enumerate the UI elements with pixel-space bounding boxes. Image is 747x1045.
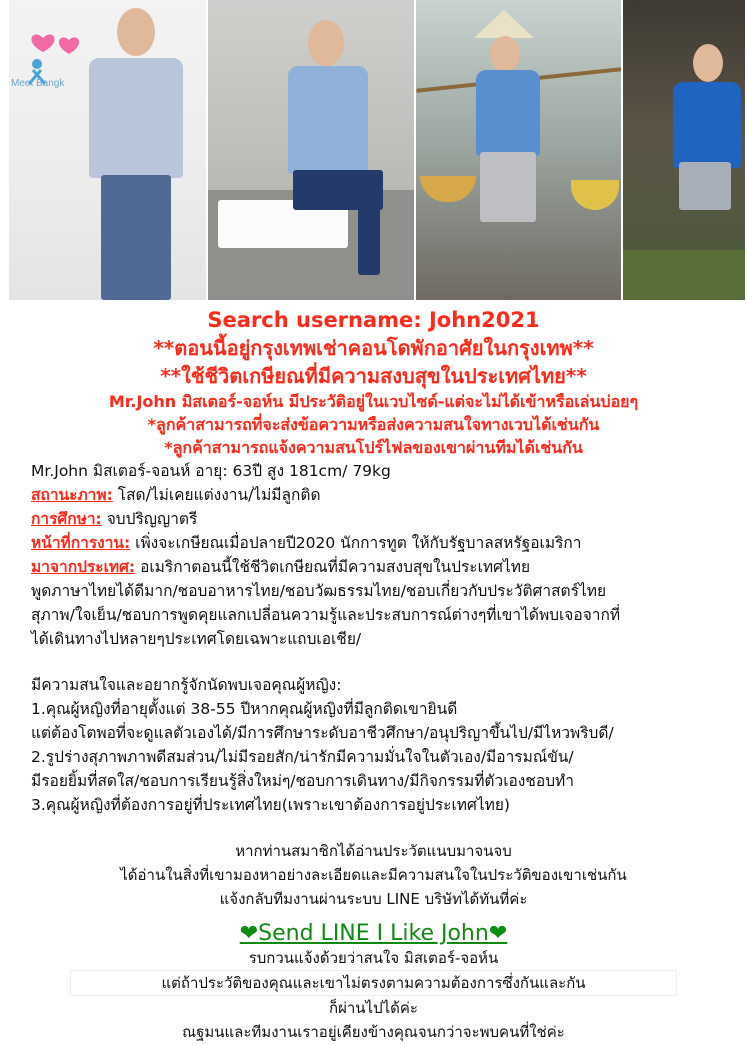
work-value: เพิ่งจะเกษียณเมื่อปลายปี2020 นักการทูต ให้กับรัฐบาลสหรัฐอเมริกา — [130, 534, 582, 552]
profile-details — [0, 459, 747, 817]
origin-row — [31, 555, 747, 579]
send-line-link[interactable] — [240, 921, 508, 946]
education-value: จบปริญญาตรี — [101, 510, 198, 528]
education-label: การศึกษา: — [31, 510, 102, 528]
note-line-4: ณฐมนและทีมงานเราอยู่เคียงข้างคุณจนกว่าจะพบคนที่ใช่ค่ะ — [182, 1023, 565, 1041]
interest-item-3: 3.คุณผู้หญิงที่ต้องการอยู่ที่ประเทศไทย(เพราะเขาต้องการอยู่ประเทศไทย) — [31, 796, 510, 814]
header-line-5: *ลูกค้าสามารถแจ้งความสนโปร์ไฟลของเขาผ่านทีมได้เช่นกัน — [164, 438, 583, 457]
status-row — [31, 483, 747, 507]
heart-icon: ❤ — [239, 921, 259, 946]
work-row — [31, 531, 747, 555]
closing-line-1: หากท่านสมาชิกได้อ่านประวัตแนบมาจนจบ — [235, 842, 512, 860]
closing-line-3: แจ้งกลับทีมงานผ่านระบบ LINE บริษัทได้ทันที่ค่ะ — [219, 890, 528, 908]
profile-text — [0, 306, 747, 1044]
photo-strip — [9, 0, 745, 300]
interest-item-2a: 2.รูปร่างสุภาพภาพดีสมส่วน/ไม่มีรอยสัก/น่ารักมีความมั่นใจในตัวเอง/มีอารมณ์ขัน/ — [31, 748, 574, 766]
interest-item-1a: 1.คุณผู้หญิงที่อายุตั้งแต่ 38-55 ปีหากคุณผู้หญิงที่มีลูกติดเขายินดี — [31, 700, 458, 718]
send-line-label: Send LINE I Like John — [258, 921, 489, 946]
note-line-1: รบกวนแจ้งด้วยว่าสนใจ มิสเตอร์-จอห์น — [248, 949, 499, 967]
header-line-4: *ลูกค้าสามารถที่จะส่งข้อความหรือส่งความสนใจทางเวบได้เช่นกัน — [147, 415, 600, 434]
closing-line-2: ได้อ่านในสิ่งที่เขามองหาอย่างละเอียดและมีความสนใจในประวัติของเขาเช่นกัน — [120, 866, 627, 884]
interest-item-1b: แต่ต้องโตพอที่จะดูแลตัวเองได้/มีการศึกษาระดับอาชีวศึกษา/อนุปริญาขึ้นไป/มีไหวพริบดี/ — [31, 724, 614, 742]
header-line-1: **ตอนนี้อยู่กรุงเทพเช่าคอนโดพักอาศัยในกรุงเทพ** — [153, 336, 594, 360]
education-row — [31, 507, 747, 531]
heart-icon: ❤ — [488, 921, 508, 946]
note-line-3: ก็ผ่านไปได้ค่ะ — [329, 999, 418, 1017]
profile-photo-1 — [9, 0, 206, 300]
status-value: โสด/ไม่เคยแต่งงาน/ไม่มีลูกติด — [112, 486, 321, 504]
search-username: Search username: John2021 — [207, 308, 540, 332]
origin-label: มาจากประเทศ: — [31, 558, 136, 576]
profile-photo-2 — [208, 0, 413, 300]
origin-line-2: พูดภาษาไทยได้ดีมาก/ชอบอาหารไทย/ชอบวัฒธรรมไทย/ชอบเกี่ยวกับประวัติศาสตร์ไทย — [31, 582, 607, 600]
intro-line: Mr.John มิสเตอร์-จอนห์ อายุ: 63ปี สูง 181cm/ 79kg — [31, 462, 391, 480]
profile-photo-4 — [623, 0, 745, 300]
logo-text: Meet Bangk — [11, 78, 65, 89]
origin-line-3: สุภาพ/ใจเย็น/ชอบการพูดคุยแลกเปลี่อนความรู้และประสบการณ์ต่างๆที่เขาได้พบเจอจากที่ — [31, 606, 621, 624]
origin-line-4: ได้เดินทางไปหลายๆประเทศโดยเฉพาะแถบเอเชีย/ — [31, 630, 362, 648]
status-label: สถานะภาพ: — [31, 486, 113, 504]
interests-title: มีความสนใจและอยากรู้จักนัดพบเจอคุณผู้หญิง: — [31, 676, 342, 694]
header-line-2: **ใช้ชีวิตเกษียณที่มีความสงบสุขในประเทศไทย** — [160, 364, 587, 388]
interest-item-2b: มีรอยยิ้มที่สดใส/ชอบการเรียนรู้สิ่งใหม่ๆ/ชอบการเดินทาง/มีกิจกรรมที่ตัวเองชอบทำ — [31, 772, 574, 790]
header-line-3: Mr.John มิสเตอร์-จอห์น มีประวัติอยู่ในเวบไซด์-แต่จะไม่ได้เข้าหรือเล่นบ่อยๆ — [108, 392, 639, 411]
note-line-2: แต่ถ้าประวัติของคุณและเขาไม่ตรงตามความต้องการซึ่งกันและกัน — [70, 970, 677, 996]
work-label: หน้าที่การงาน: — [31, 534, 131, 552]
profile-photo-3 — [416, 0, 621, 300]
origin-value: อเมริกาตอนนี้ใช้ชีวิตเกษียณที่มีความสงบสุขในประเทศไทย — [135, 558, 531, 576]
